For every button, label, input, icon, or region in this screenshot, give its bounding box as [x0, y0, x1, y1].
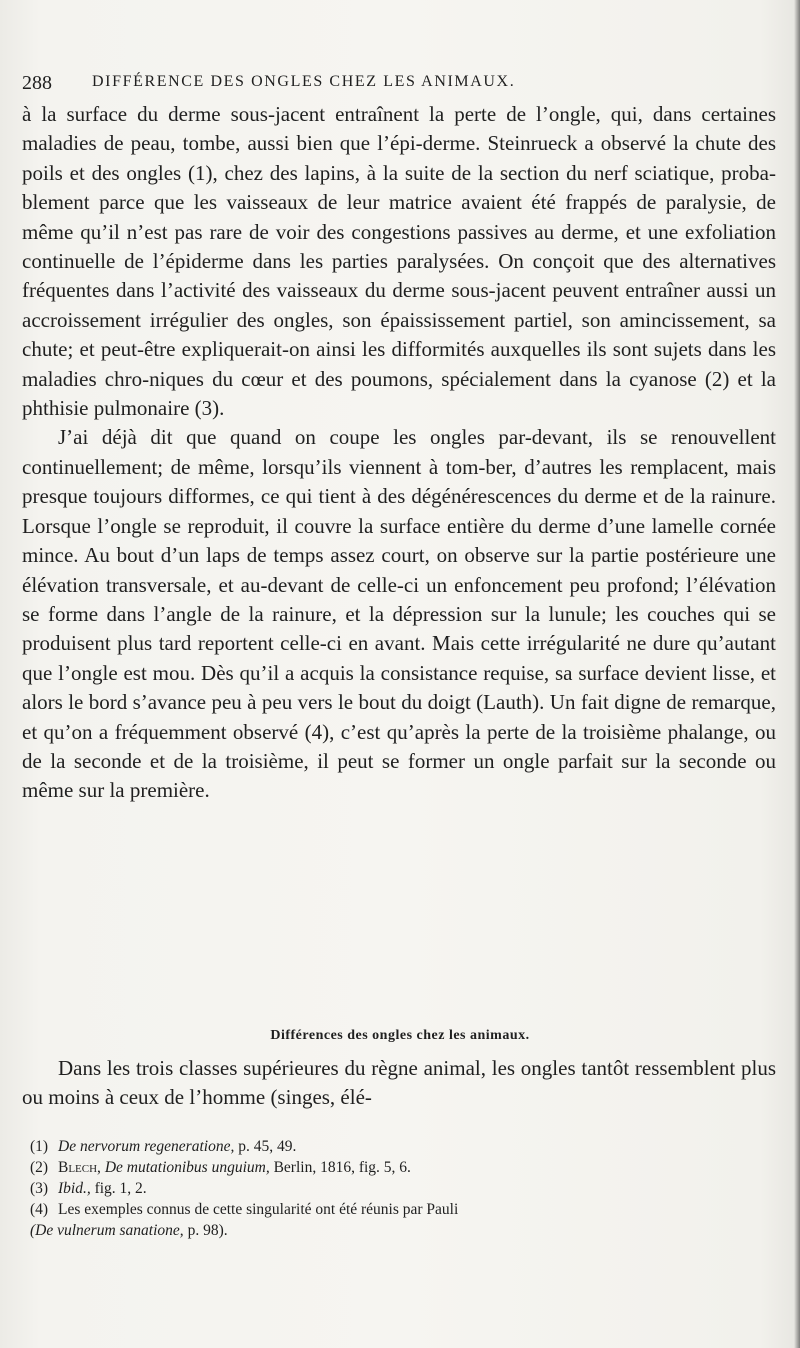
footnote-title: De mutationibus unguium, [100, 1159, 270, 1176]
footnote-number: (3) [30, 1180, 49, 1197]
section-heading: Différences des ongles chez les animaux. [270, 1028, 530, 1043]
footnote-text: Les exemples connus de cette singularité ont été réunis par Pauli [58, 1201, 459, 1218]
footnote-4 [22, 1199, 776, 1241]
footnote-number: (4) [30, 1201, 49, 1218]
footnote-author: Blech, [58, 1159, 101, 1176]
footnote-number: (2) [30, 1159, 49, 1176]
footnotes [22, 1136, 776, 1241]
footnote-text: p. 45, 49. [234, 1138, 297, 1155]
page-number: 288 [22, 72, 52, 94]
page-header [22, 72, 776, 102]
footnote-text: fig. 1, 2. [90, 1180, 147, 1197]
main-text [22, 100, 776, 806]
footnote-continuation [30, 1220, 776, 1241]
section-paragraph: Dans les trois classes supérieures du règne animal, les ongles tantôt ressemblent plus ou moins à ceux de l’homme (singes, élé- [22, 1056, 776, 1110]
footnote-title: De nervorum regeneratione, [58, 1138, 235, 1155]
footnote-1 [22, 1136, 776, 1157]
footnote-title: (De vulnerum sanatione, [30, 1222, 184, 1239]
footnote-text: p. 98). [183, 1222, 228, 1239]
paragraph-1: à la surface du derme sous-jacent entraînent la perte de l’ongle, qui, dans certaines maladies de peau, tombe, aussi bien que l’épi-derme. Steinrueck a observé la chute des poils et des ongles (1), chez des lapins, à la suite de la section du nerf sciatique, proba-blement parce que les vaisseaux de leur matrice avaient été frappés de paralysie, de même qu’il n’est pas rare de voir des congestions passives au derme, et une exfoliation continuelle de l’épiderme dans les parties paralysées. On conçoit que des alternatives fréquentes dans l’activité des vaisseaux du derme sous-jacent peuvent entraîner aussi un accroissement irrégulier des ongles, son épaississement partiel, son amincissement, sa chute; et peut-être expliquerait-on ainsi les difformités auxquelles ils sont sujets dans les maladies chro-niques du cœur et des poumons, spécialement dans la cyanose (2) et la phthisie pulmonaire (3). [22, 102, 776, 421]
paragraph-2: J’ai déjà dit que quand on coupe les ongles par-devant, ils se renouvellent continuellement; de même, lorsqu’ils viennent à tom-ber, d’autres les remplacent, mais presque toujours difformes, ce qui tient à des dégénérescences du derme et de la rainure. Lorsque l’ongle se reproduit, il couvre la surface entière du derme d’une lamelle cornée mince. Au bout d’un laps de temps assez court, on observe sur la partie postérieure une élévation transversale, et au-devant de celle-ci un enfoncement peu profond; l’élévation se forme dans l’angle de la rainure, et la dépression sur la lunule; les couches qui se produisent plus tard reportent celle-ci en avant. Mais cette irrégularité ne dure qu’autant que l’ongle est mou. Dès qu’il a acquis la consistance requise, sa surface devient lisse, et alors le bord s’avance peu à peu vers le bout du doigt (Lauth). Un fait digne de remarque, et qu’on a fréquemment observé (4), c’est qu’après la perte de la troisième phalange, ou de la seconde et de la troisième, il peut se former un ongle parfait sur la seconde ou même sur la première. [22, 425, 776, 803]
footnote-3 [22, 1178, 776, 1199]
footnote-number: (1) [30, 1138, 49, 1155]
footnote-2 [22, 1157, 776, 1178]
footnote-title: Ibid., [58, 1180, 91, 1197]
footnote-text: Berlin, 1816, fig. 5, 6. [269, 1159, 411, 1176]
running-head: DIFFÉRENCE DES ONGLES CHEZ LES ANIMAUX. [92, 73, 516, 90]
section-text [22, 1054, 776, 1113]
page-edge-shadow [794, 0, 800, 1348]
